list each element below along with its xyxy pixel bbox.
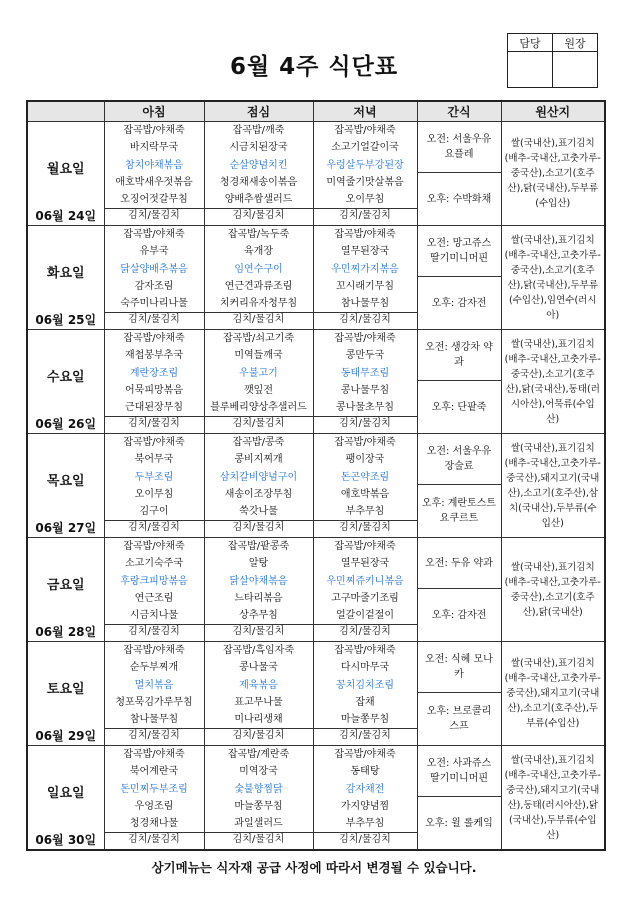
day-cell: [27, 434, 104, 538]
snack-morning: 오전: 생강차 약과: [418, 330, 501, 381]
dinner-item: 부추무침: [345, 506, 385, 518]
dinner-item: 동태무조림: [340, 367, 390, 379]
lunch-item: 김치/물김치: [205, 416, 313, 431]
lunch-cell: [204, 642, 313, 746]
breakfast-item: 애호박새우젓볶음: [115, 176, 193, 188]
breakfast-item: 멸치볶음: [134, 679, 174, 691]
breakfast-item: 소고기숙주국: [125, 558, 183, 570]
lunch-item: 우불고기: [239, 367, 278, 379]
lunch-item: 닭살야채볶음: [229, 575, 288, 587]
dinner-item: 고구마줄기조림: [331, 592, 399, 604]
breakfast-item: 돈민찌두부조림: [120, 783, 188, 795]
origin-text: 쌀(국내산),표기김치(배추-국내산,고춧가루-중국산),돼지고기(국내산),소고기(호주산),두부류(수입산): [504, 658, 601, 729]
day-name: 화요일: [46, 266, 85, 281]
page-title: 6월 4주 식단표: [229, 54, 399, 80]
lunch-item: 잡곡밥/녹두죽: [227, 229, 290, 240]
breakfast-item: 김치/물김치: [105, 728, 204, 743]
lunch-item: 임연수구이: [234, 263, 283, 275]
dinner-item: 오이무침: [345, 194, 385, 206]
approval-label-director: 원장: [553, 34, 598, 52]
dinner-item: 콩나물초무침: [336, 402, 394, 414]
lunch-item: 김치/물김치: [205, 312, 313, 327]
breakfast-item: 잡곡밥/야채죽: [123, 437, 185, 448]
header-dinner: 저녁: [313, 101, 417, 122]
lunch-item: 잡곡밥/계란죽: [227, 749, 290, 760]
breakfast-item: 잡곡밥/야채죽: [123, 645, 185, 656]
lunch-item: 육개장: [244, 246, 273, 258]
day-row: [27, 642, 605, 746]
lunch-item: 표고무나물: [234, 696, 283, 708]
header-breakfast: 아침: [104, 101, 204, 122]
lunch-cell: [204, 330, 313, 434]
breakfast-item: 잡곡밥/야채죽: [123, 125, 185, 136]
dinner-item: 미역줄기맛살볶음: [326, 176, 404, 188]
dinner-item: 잡채: [355, 696, 375, 708]
origin-text: 쌀(국내산),표기김치(배추-국내산,고춧가루-중국산),소고기(호주산),닭(국내산),동태(러시아산),어묵류(수입산): [504, 338, 601, 425]
lunch-item: 쑥갓나물: [239, 506, 278, 518]
lunch-item: 김치/물김치: [205, 832, 313, 847]
lunch-item: 김치/물김치: [205, 624, 313, 639]
header-origin: 원산지: [501, 101, 605, 122]
breakfast-cell: [104, 434, 204, 538]
snack-morning: 오전: 두유 약과: [418, 538, 501, 589]
breakfast-cell: [104, 746, 204, 851]
dinner-item: 돈곤약조림: [340, 471, 390, 483]
lunch-item: 치커리유자청무침: [219, 298, 298, 310]
dinner-item: 잡곡밥/야채죽: [334, 229, 396, 240]
dinner-item: 김치/물김치: [314, 832, 417, 847]
dinner-item: 다시마무국: [340, 662, 390, 674]
dinner-cell: [313, 226, 417, 330]
dinner-item: 콩만두국: [345, 350, 385, 362]
snack-afternoon: 오후: 수박화채: [426, 193, 492, 205]
dinner-cell: [313, 122, 417, 226]
lunch-item: 미역장국: [239, 766, 278, 778]
dinner-item: 열무된장국: [340, 558, 390, 570]
snack-cell: [417, 434, 501, 538]
lunch-item: 깻잎전: [244, 384, 273, 396]
header-row: [27, 101, 605, 122]
lunch-cell: [204, 434, 313, 538]
snack-morning: 오전: 서울우유 요플레: [418, 122, 501, 173]
lunch-item: 잡곡밥/깨죽: [232, 125, 285, 136]
origin-cell: [501, 538, 605, 642]
approval-box: [507, 33, 598, 88]
dinner-item: 우렁살두부강된장: [326, 159, 404, 171]
snack-cell: [417, 538, 501, 642]
day-name: 토요일: [46, 682, 85, 697]
snack-morning: 오전: 식혜 모나카: [418, 642, 501, 693]
dinner-item: 김치/물김치: [314, 728, 417, 743]
lunch-item: 잡곡밥/흑임자죽: [223, 645, 294, 656]
breakfast-item: 북어무국: [134, 454, 174, 466]
snack-cell: [417, 122, 501, 226]
breakfast-item: 유부국: [139, 246, 169, 258]
lunch-item: 잡곡밥/쇠고기죽: [223, 333, 294, 344]
day-cell: [27, 538, 104, 642]
approval-sign-manager[interactable]: [508, 52, 553, 88]
day-row: [27, 434, 605, 538]
day-date: 06월 24일: [35, 209, 97, 223]
snack-morning: 오전: 망고쥬스 딸기미니머핀: [418, 226, 501, 277]
breakfast-item: 잡곡밥/야채죽: [123, 333, 185, 344]
breakfast-item: 참나물무침: [129, 714, 179, 726]
breakfast-item: 청경채나물: [129, 818, 179, 830]
origin-cell: [501, 122, 605, 226]
header-snack: 간식: [417, 101, 501, 122]
breakfast-item: 재첩봉부추국: [125, 350, 183, 362]
origin-cell: [501, 434, 605, 538]
lunch-item: 상추무침: [239, 610, 278, 622]
dinner-item: 김치/물김치: [314, 208, 417, 223]
dinner-item: 김치/물김치: [314, 312, 417, 327]
lunch-item: 잡곡밥/콩죽: [232, 437, 285, 448]
origin-cell: [501, 330, 605, 434]
breakfast-item: 숙주미나리나물: [120, 298, 188, 310]
lunch-cell: [204, 538, 313, 642]
lunch-cell: [204, 226, 313, 330]
lunch-item: 제육볶음: [239, 679, 278, 691]
dinner-item: 소고기얼갈이국: [331, 142, 399, 154]
lunch-item: 잡곡밥/팥콩죽: [227, 541, 290, 552]
snack-cell: [417, 642, 501, 746]
lunch-item: 알탕: [248, 558, 269, 570]
breakfast-item: 오이무침: [134, 488, 174, 500]
lunch-item: 숯불향찜닭: [234, 783, 283, 795]
lunch-item: 청경채새송이볶음: [219, 176, 298, 188]
origin-cell: [501, 746, 605, 851]
snack-morning: 오전: 사과쥬스 딸기미니머핀: [418, 746, 501, 797]
day-name: 월요일: [46, 162, 85, 177]
dinner-item: 우민찌가지볶음: [331, 263, 399, 275]
breakfast-item: 잡곡밥/야채죽: [123, 541, 185, 552]
approval-sign-director[interactable]: [553, 52, 598, 88]
lunch-item: 느타리볶음: [234, 592, 283, 604]
day-row: [27, 538, 605, 642]
breakfast-item: 계란장조림: [129, 367, 179, 379]
dinner-item: 잡곡밥/야채죽: [334, 645, 396, 656]
menu-table: [26, 100, 606, 851]
breakfast-item: 어묵피망볶음: [125, 384, 183, 396]
lunch-cell: [204, 746, 313, 851]
snack-cell: [417, 226, 501, 330]
dinner-item: 잡곡밥/야채죽: [334, 749, 396, 760]
lunch-item: 과일샐러드: [234, 818, 283, 830]
dinner-item: 꽁치김치조림: [336, 679, 394, 691]
breakfast-item: 우엉조림: [134, 800, 174, 812]
day-name: 수요일: [46, 370, 85, 385]
snack-afternoon: 오후: 감자전: [431, 609, 487, 621]
snack-cell: [417, 746, 501, 851]
snack-cell: [417, 330, 501, 434]
day-date: 06월 29일: [35, 729, 97, 743]
day-cell: [27, 226, 104, 330]
day-name: 일요일: [46, 786, 85, 801]
dinner-item: 콩나물무침: [340, 384, 390, 396]
dinner-item: 동태탕: [350, 766, 380, 778]
origin-text: 쌀(국내산),표기김치(배추-국내산,고춧가루-중국산),돼지고기(국내산),소고기(호주산),삼치(국내산),두부류(수입산): [504, 442, 601, 529]
day-row: [27, 746, 605, 851]
dinner-item: 잡곡밥/야채죽: [334, 541, 396, 552]
breakfast-item: 닭살양배추볶음: [120, 263, 188, 275]
origin-cell: [501, 642, 605, 746]
dinner-cell: [313, 642, 417, 746]
dinner-item: 열무된장국: [340, 246, 390, 258]
dinner-item: 가지양념찜: [340, 800, 390, 812]
day-cell: [27, 330, 104, 434]
header-lunch: 점심: [204, 101, 313, 122]
breakfast-cell: [104, 226, 204, 330]
dinner-item: 김치/물김치: [314, 624, 417, 639]
lunch-item: 미나리생채: [234, 714, 283, 726]
day-date: 06월 25일: [35, 313, 97, 327]
breakfast-item: 김치/물김치: [105, 416, 204, 431]
day-date: 06월 26일: [35, 417, 97, 431]
snack-afternoon: 오후: 브로콜리 스프: [426, 706, 492, 732]
header-day: [27, 101, 104, 122]
breakfast-item: 잡곡밥/야채죽: [123, 229, 185, 240]
day-date: 06월 28일: [35, 625, 97, 639]
dinner-cell: [313, 538, 417, 642]
lunch-item: 김치/물김치: [205, 520, 313, 535]
dinner-item: 잡곡밥/야채죽: [334, 437, 396, 448]
dinner-item: 마늘쫑무침: [340, 714, 390, 726]
day-cell: [27, 642, 104, 746]
breakfast-cell: [104, 122, 204, 226]
snack-afternoon: 오후: 윌 롤케잌: [425, 817, 493, 829]
origin-text: 쌀(국내산),표기김치(배추-국내산,고춧가루-중국산),돼지고기(국내산),동태(러시아산),닭(국내산),두부류(수입산): [504, 754, 601, 841]
origin-text: 쌀(국내산),표기김치(배추-국내산,고춧가루-중국산),소고기(호주산),닭(국내산),두부류(수입산),임연수(러시아): [504, 234, 601, 321]
lunch-item: 시금치된장국: [229, 142, 288, 154]
breakfast-item: 순두부찌개: [129, 662, 179, 674]
breakfast-cell: [104, 330, 204, 434]
breakfast-item: 오징어젓갈무침: [120, 194, 188, 206]
dinner-item: 감자채전: [345, 783, 385, 795]
lunch-item: 콩나물국: [239, 662, 278, 674]
lunch-item: 김치/물김치: [205, 208, 313, 223]
footer-note: 상기메뉴는 식자재 공급 사정에 따라서 변경될 수 있습니다.: [151, 860, 477, 875]
day-date: 06월 30일: [35, 833, 97, 847]
day-row: [27, 226, 605, 330]
dinner-item: 참나물무침: [340, 298, 390, 310]
lunch-item: 김치/물김치: [205, 728, 313, 743]
breakfast-item: 김구이: [139, 506, 169, 518]
dinner-item: 김치/물김치: [314, 416, 417, 431]
origin-text: 쌀(국내산),표기김치(배추-국내산,고춧가루-중국산),소고기(호주산),닭(국내산),두부류(수입산): [504, 138, 601, 209]
day-cell: [27, 122, 104, 226]
breakfast-item: 근대된장무침: [125, 402, 183, 414]
lunch-item: 콩비지찌개: [234, 454, 283, 466]
day-cell: [27, 746, 104, 851]
dinner-item: 우민찌쥬키니볶음: [326, 575, 404, 587]
snack-afternoon: 오후: 단팥죽: [431, 401, 487, 413]
breakfast-cell: [104, 642, 204, 746]
lunch-item: 순살양념치킨: [229, 159, 288, 171]
breakfast-item: 김치/물김치: [105, 208, 204, 223]
breakfast-item: 김치/물김치: [105, 832, 204, 847]
breakfast-item: 연근조림: [134, 592, 174, 604]
dinner-item: 부추무침: [345, 818, 385, 830]
origin-cell: [501, 226, 605, 330]
lunch-item: 미역들깨국: [234, 350, 283, 362]
breakfast-item: 두부조림: [134, 471, 174, 483]
day-row: [27, 330, 605, 434]
lunch-item: 블루베리양상추샐러드: [210, 402, 307, 414]
dinner-cell: [313, 330, 417, 434]
breakfast-item: 후랑크피망볶음: [120, 575, 188, 587]
breakfast-item: 참치야채볶음: [125, 159, 183, 171]
breakfast-item: 감자조림: [134, 280, 174, 292]
breakfast-cell: [104, 538, 204, 642]
approval-label-manager: 담당: [508, 34, 553, 52]
dinner-item: 팽이장국: [345, 454, 385, 466]
breakfast-item: 북어계란국: [129, 766, 179, 778]
snack-afternoon: 오후: 계란토스트 요쿠르트: [421, 498, 497, 524]
breakfast-item: 김치/물김치: [105, 624, 204, 639]
lunch-cell: [204, 122, 313, 226]
dinner-cell: [313, 746, 417, 851]
snack-afternoon: 오후: 감자전: [431, 297, 487, 309]
snack-morning: 오전: 서울우유 장술료: [418, 434, 501, 485]
dinner-item: 잡곡밥/야채죽: [334, 333, 396, 344]
day-name: 목요일: [46, 474, 85, 489]
dinner-item: 애호박볶음: [340, 488, 390, 500]
dinner-item: 얼갈이겉절이: [336, 610, 394, 622]
day-row: [27, 122, 605, 226]
dinner-item: 김치/물김치: [314, 520, 417, 535]
breakfast-item: 시금치나물: [129, 610, 179, 622]
dinner-cell: [313, 434, 417, 538]
breakfast-item: 청포묵김가루무침: [115, 696, 193, 708]
lunch-item: 마늘쫑무침: [234, 800, 283, 812]
lunch-item: 삼치갈비양념구이: [219, 471, 298, 483]
lunch-item: 새송이조장무침: [224, 488, 293, 500]
dinner-item: 꼬시래기무침: [336, 280, 394, 292]
day-name: 금요일: [46, 578, 85, 593]
dinner-item: 잡곡밥/야채죽: [334, 125, 396, 136]
breakfast-item: 김치/물김치: [105, 520, 204, 535]
day-date: 06월 27일: [35, 521, 97, 535]
lunch-item: 양배추쌈샐러드: [224, 194, 293, 206]
breakfast-item: 바지락무국: [129, 142, 179, 154]
origin-text: 쌀(국내산),표기김치(배추-국내산,고춧가루-중국산),소고기(호주산),닭(국내산): [504, 561, 601, 618]
breakfast-item: 잡곡밥/야채죽: [123, 749, 185, 760]
breakfast-item: 김치/물김치: [105, 312, 204, 327]
lunch-item: 연근견과류조림: [224, 280, 293, 292]
